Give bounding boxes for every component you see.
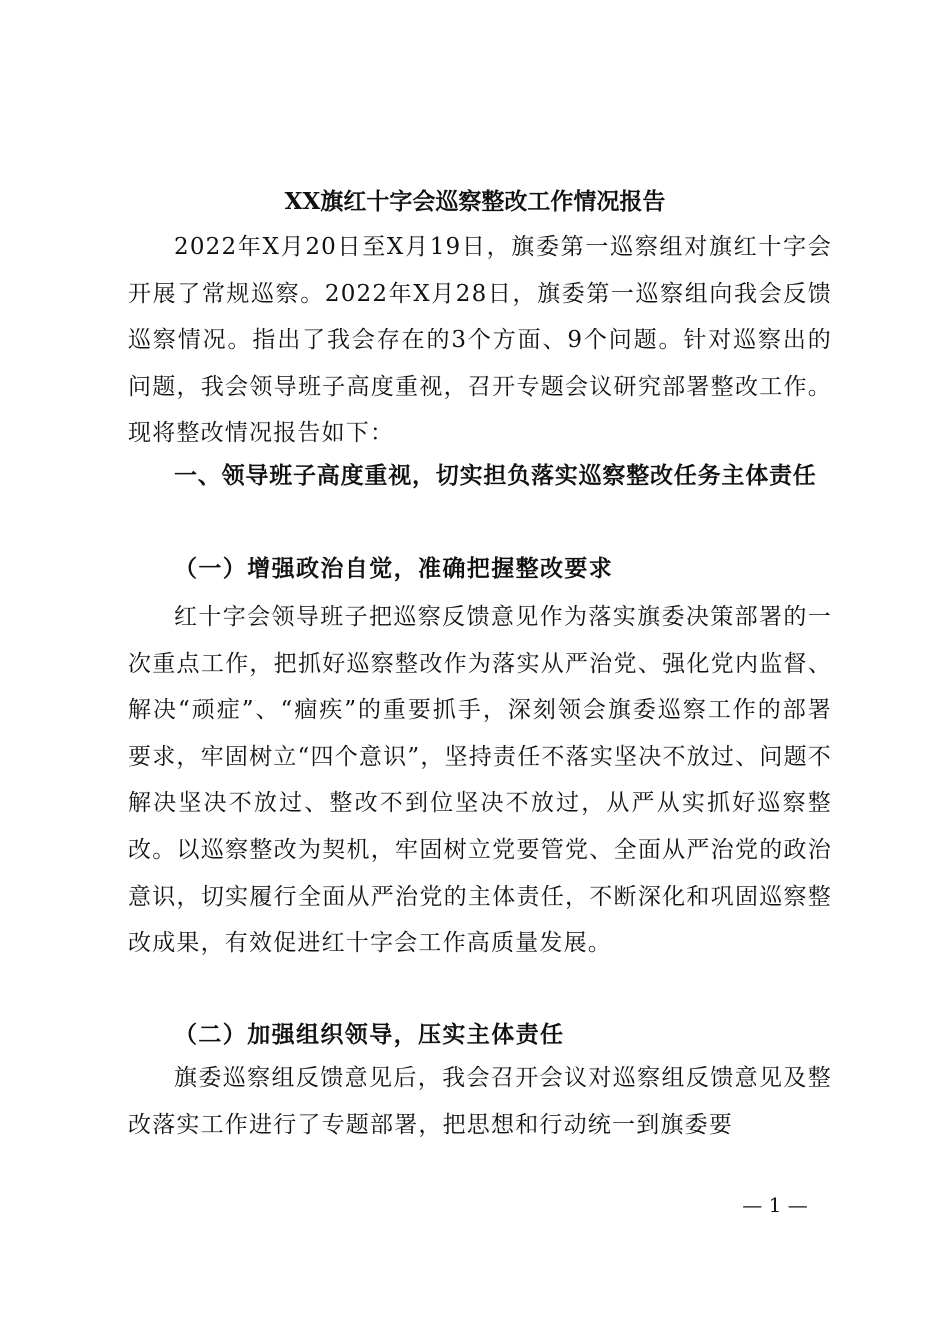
subsection-2-heading: （二）加强组织领导，压实主体责任 bbox=[174, 1021, 565, 1048]
subsection-1-body: 红十字会领导班子把巡察反馈意见作为落实旗委决策部署的一次重点工作，把抓好巡察整改作为落实从严治党、强化党内监督、解决“顽症”、“痼疾”的重要抓手，深刻领会旗委巡察工作的部署要求，牢固树立“四个意识”，坚持责任不落实坚决不放过、问题不解决坚决不放过、整改不到位坚决不放过，从严从实抓好巡察整改。以巡察整改为契机，牢固树立党要管党、全面从严治党的政治意识，切实履行全面从严治党的主体责任，不断深化和巩固巡察整改成果，有效促进红十字会工作高质量发展。 bbox=[128, 604, 832, 957]
subsection-2-body: 旗委巡察组反馈意见后，我会召开会议对巡察组反馈意见及整改落实工作进行了专题部署，把思想和行动统一到旗委要 bbox=[128, 1065, 832, 1138]
intro-paragraph: 2022年X月20日至X月19日，旗委第一巡察组对旗红十字会开展了常规巡察。2022年X月28日，旗委第一巡察组向我会反馈巡察情况。指出了我会存在的3个方面、9个问题。针对巡察出的问题，我会领导班子高度重视，召开专题会议研究部署整改工作。现将整改情况报告如下： bbox=[128, 234, 832, 447]
page-number: — 1 — bbox=[742, 1193, 808, 1217]
document-title: XX旗红十字会巡察整改工作情况报告 bbox=[284, 188, 666, 215]
section-1-heading: 一、领导班子高度重视，切实担负落实巡察整改任务主体责任 bbox=[174, 463, 817, 489]
subsection-1-heading: （一）增强政治自觉，准确把握整改要求 bbox=[174, 555, 614, 582]
